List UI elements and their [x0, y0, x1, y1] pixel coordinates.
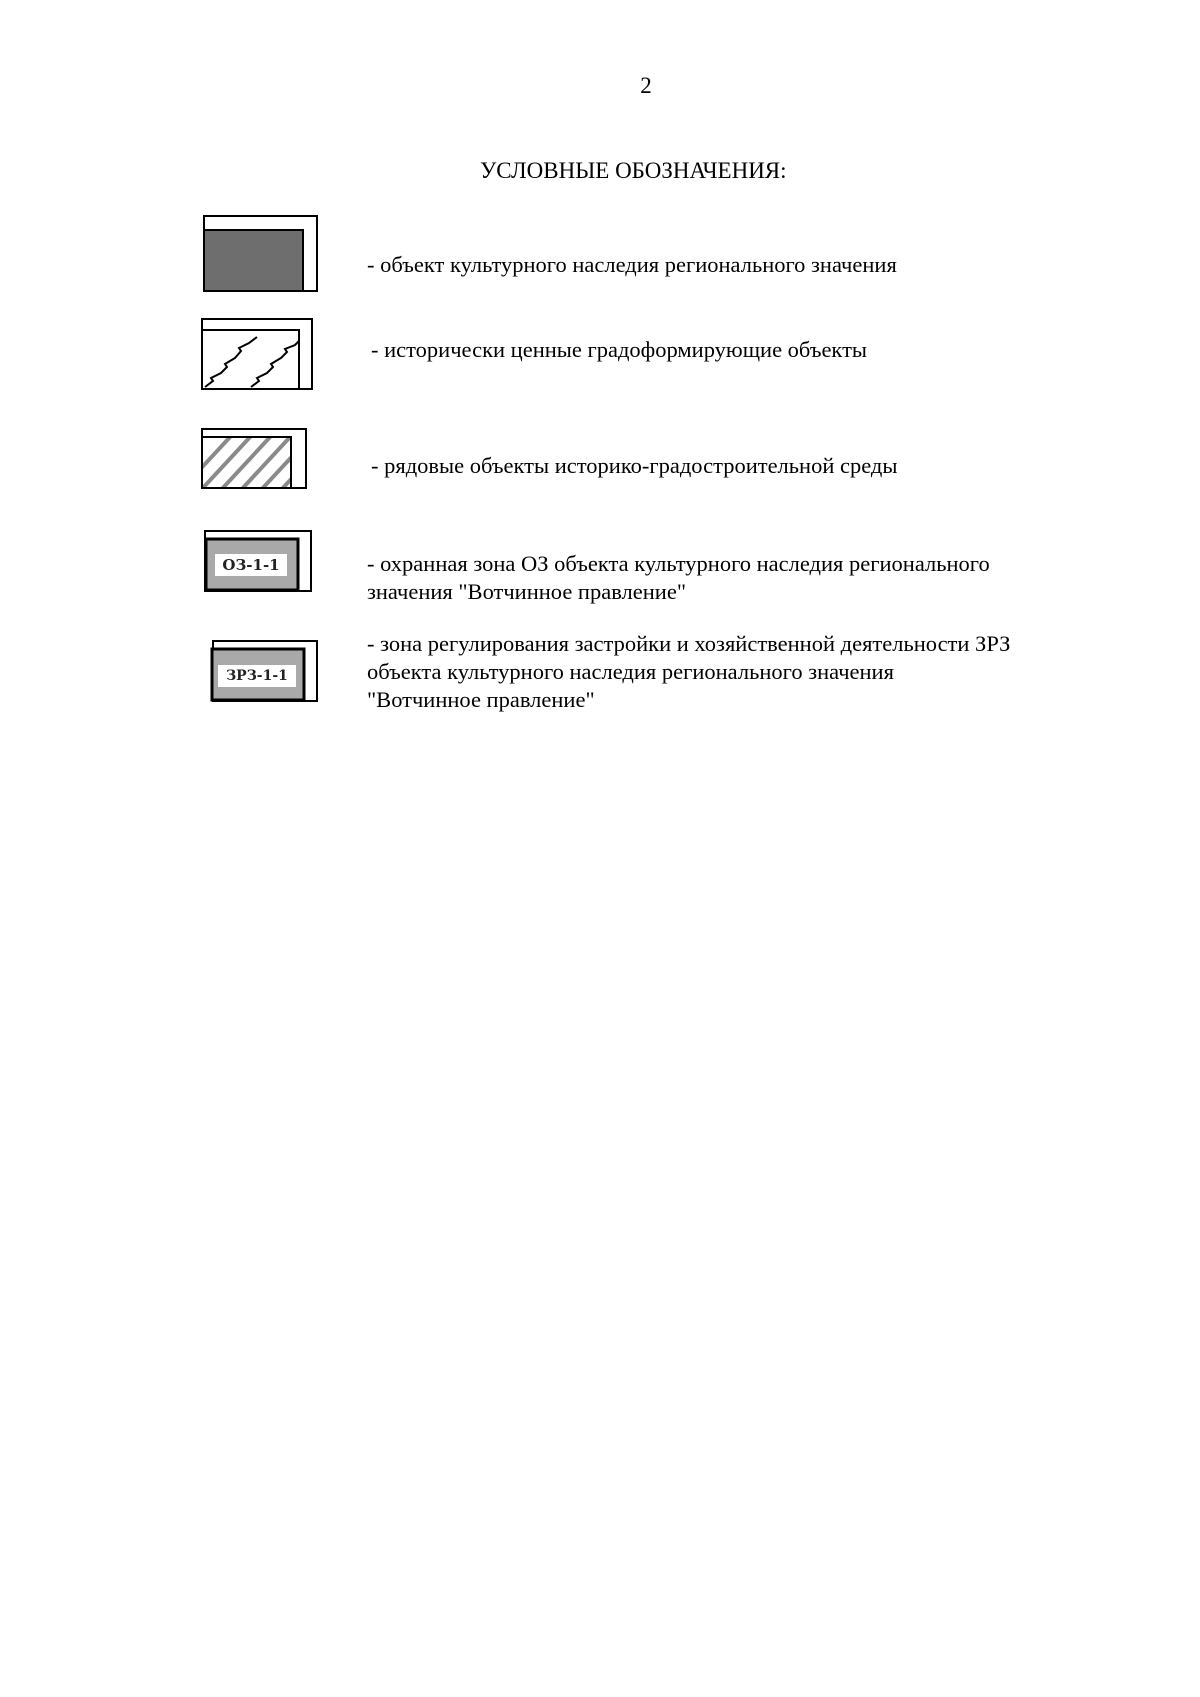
ordinary-object-symbol	[201, 428, 309, 491]
description-line: - охранная зона ОЗ объекта культурного наследия регионального	[367, 551, 990, 576]
heritage-object-symbol	[203, 215, 319, 293]
regulation-zone-symbol	[210, 640, 320, 704]
protected-zone-symbol	[204, 530, 314, 594]
protected-zone-label: ОЗ-1-1	[222, 556, 280, 574]
regulation-zone-label: ЗРЗ-1-1	[226, 668, 288, 684]
description-line: значения "Вотчинное правление"	[367, 579, 686, 604]
description-line: - исторически ценные градоформирующие объекты	[371, 337, 868, 362]
heritage-object-description	[367, 251, 897, 279]
description-line: объекта культурного наследия регионального значения	[367, 659, 894, 684]
description-line: - рядовые объекты историко-градостроительной среды	[371, 453, 898, 478]
description-line: - зона регулирования застройки и хозяйственной деятельности ЗРЗ	[367, 631, 1011, 656]
page-number: 2	[640, 73, 652, 98]
description-line: "Вотчинное правление"	[367, 687, 595, 712]
ordinary-object-description	[371, 452, 898, 480]
city-forming-object-description	[371, 336, 867, 364]
city-forming-object-symbol	[201, 318, 315, 392]
legend-title: УСЛОВНЫЕ ОБОЗНАЧЕНИЯ:	[480, 158, 787, 183]
regulation-zone-description	[367, 630, 1010, 714]
description-line: - объект культурного наследия регионального значения	[367, 252, 897, 277]
protected-zone-description	[367, 550, 990, 606]
